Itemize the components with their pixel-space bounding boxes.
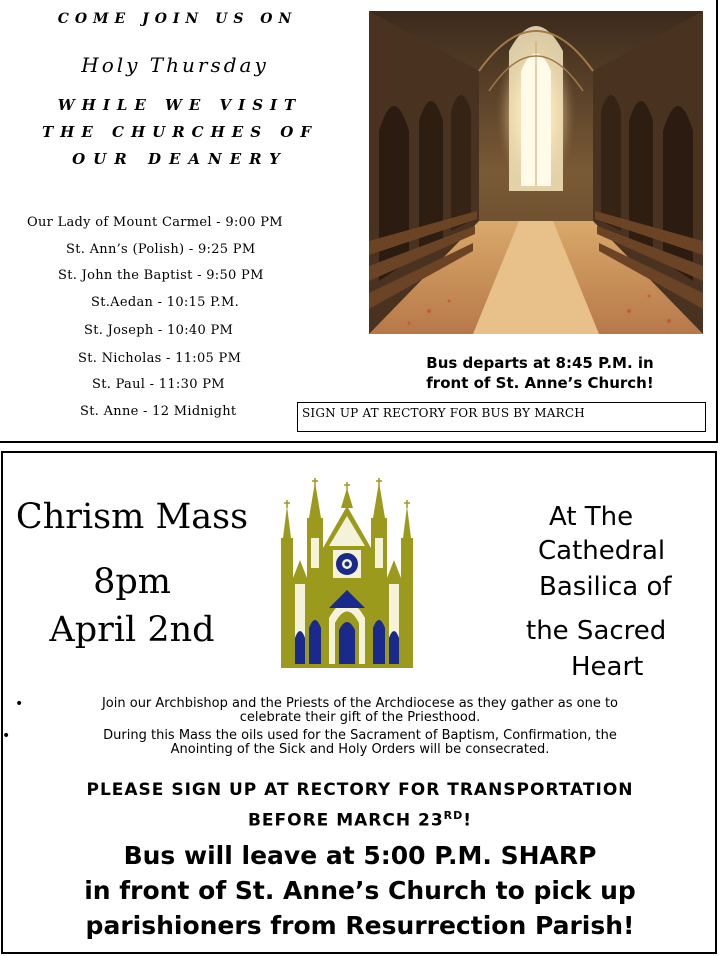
schedule-item: St. Ann’s (Polish) - 9:25 PM [66, 242, 256, 257]
location-line: At The [549, 502, 634, 532]
list-item [0, 729, 720, 757]
bus-line-3: parishioners from Resurrection Parish! [85, 911, 635, 940]
schedule-item: Our Lady of Mount Carmel - 9:00 PM [27, 215, 283, 230]
chrism-time: 8pm [93, 562, 171, 602]
list-item [0, 697, 720, 725]
bullet-dot: • [15, 696, 24, 712]
please-line-2: BEFORE MARCH 23RD! [247, 809, 473, 831]
ordinal-suffix: RD [443, 809, 464, 822]
please-line-1: PLEASE SIGN UP AT RECTORY FOR TRANSPORTATION [86, 780, 634, 800]
bullet-dot: • [2, 728, 11, 744]
schedule-item: St.Aedan - 10:15 P.M. [91, 295, 240, 310]
cathedral-icon [273, 478, 421, 668]
location-line: Heart [571, 652, 644, 682]
holy-thursday-heading: Holy Thursday [81, 53, 269, 77]
location-line: the Sacred [526, 616, 667, 646]
bus-departure-notice [10, 838, 710, 943]
bullet-line: celebrate their gift of the Priesthood. [239, 710, 481, 725]
schedule-item: St. Paul - 11:30 PM [92, 377, 225, 392]
schedule-item: St. Joseph - 10:40 PM [84, 323, 234, 338]
bus-note-line-1: Bus departs at 8:45 P.M. in [426, 354, 654, 372]
bus-note-line-2: front of St. Anne’s Church! [426, 374, 654, 392]
chrism-title: Chrism Mass [15, 497, 249, 537]
invite-line-4: OUR DEANERY [72, 150, 288, 168]
bus-line-1: Bus will leave at 5:00 P.M. SHARP [123, 841, 597, 870]
invite-line-2: WHILE WE VISIT [57, 96, 303, 114]
bullet-line: Join our Archbishop and the Priests of the Archdiocese as they gather as one to [101, 696, 619, 711]
bullet-line: During this Mass the oils used for the Sacrament of Baptism, Confirmation, the [103, 728, 617, 743]
invite-line-1: COME JOIN US ON [57, 11, 298, 27]
chrism-date: April 2nd [49, 610, 215, 650]
bus-departure-note [390, 353, 690, 393]
schedule-item: St. Anne - 12 Midnight [80, 404, 237, 419]
schedule-item: St. John the Baptist - 9:50 PM [58, 268, 264, 283]
signup-box: SIGN UP AT RECTORY FOR BUS BY MARCH [297, 402, 706, 432]
bullet-line: Anointing of the Sick and Holy Orders will be consecrated. [170, 742, 550, 757]
location-line: Basilica of [539, 572, 672, 602]
cathedral-interior-photo [369, 11, 703, 334]
location-line: Cathedral [538, 536, 666, 566]
transport-signup-notice [10, 778, 710, 834]
bus-line-2: in front of St. Anne’s Church to pick up [84, 876, 636, 905]
invite-line-3: THE CHURCHES OF [42, 123, 318, 141]
schedule-item: St. Nicholas - 11:05 PM [78, 351, 242, 366]
